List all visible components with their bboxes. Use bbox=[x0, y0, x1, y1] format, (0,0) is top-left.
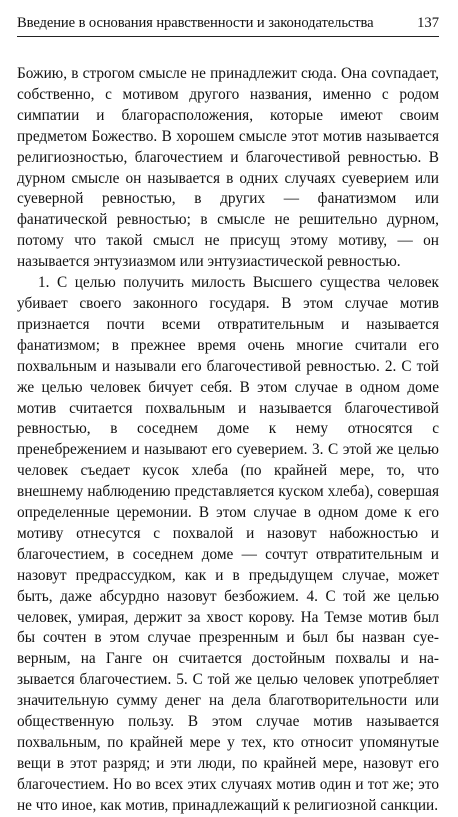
page-number: 137 bbox=[417, 15, 439, 31]
running-header-title: Введение в основания нравственности и законодательства bbox=[17, 15, 374, 31]
paragraph-examples: 1. С целью получить милость Высшего существа человек убивает своего законного государя. В этом случае мотив признается почти всеми отвратительным и называется фанатизмом; в прежнее время очень многие считали его похвальным и называли его благочестивой ревностью. 2. С той же целью человек бичует себя. В этом случае в одном доме мотив считается похвальным и называется благочестивой ревностью, в соседнем доме к нему относятся с пренебрежением и называют его суеверием. 3. С этой же целью человек съедает кусок хлеба (по крайней мере, то, что внешнему наблюдению представляется куском хлеба), совершая определенные церемонии. В этом случае в одном доме к его мотиву отнесутся с похвалой и назовут набожностью и благочестием, в соседнем доме — сочтут отвратительным и назовут предрассудком, как и в предыдущем случае, может быть, даже абсурдно назовут безбожием. 4. С той же целью человек, умирая, держит за хвост корову. На Темзе мотив был бы сочтен в этом случае презренным и был бы назван суеверным, на Ганге он считается достойным похвалы и называется благочестием. 5. С той же целью человек употребляет значительную сумму денег на дела благотворительности или общественную пользу. В этом случае мотив называется похвальным, по крайней мере у тех, кто относит упомянутые вещи в этот разряд; и эти люди, по крайней мере, назовут его благочестием. Но во всех этих случаях мотив один и тот же; это не что иное, как мотив, принадлежащий к религиозной санкции. bbox=[17, 274, 439, 814]
body-text bbox=[17, 64, 439, 817]
paragraph-continuation: Божию, в строгом смысле не принадлежит сюда. Она соvпадает, собственно, с мотивом другого названия, именно с родом симпатии и благорасположения, которые имеют своим предметом Божество. В хорошем смысле этот мотив называется религиозностью, благочестием и благочестивой ревностью. В дурном смысле он называется в одних случаях суеверием или суеверной ревностью, в других — фанатизмом или фанатической ревностью; в смысле не решительно дурном, потому что такой смысл не присущ этому мотиву, — он называется энтузиазмом или энтузиастической ревностью. bbox=[17, 65, 439, 271]
running-header bbox=[17, 14, 439, 37]
